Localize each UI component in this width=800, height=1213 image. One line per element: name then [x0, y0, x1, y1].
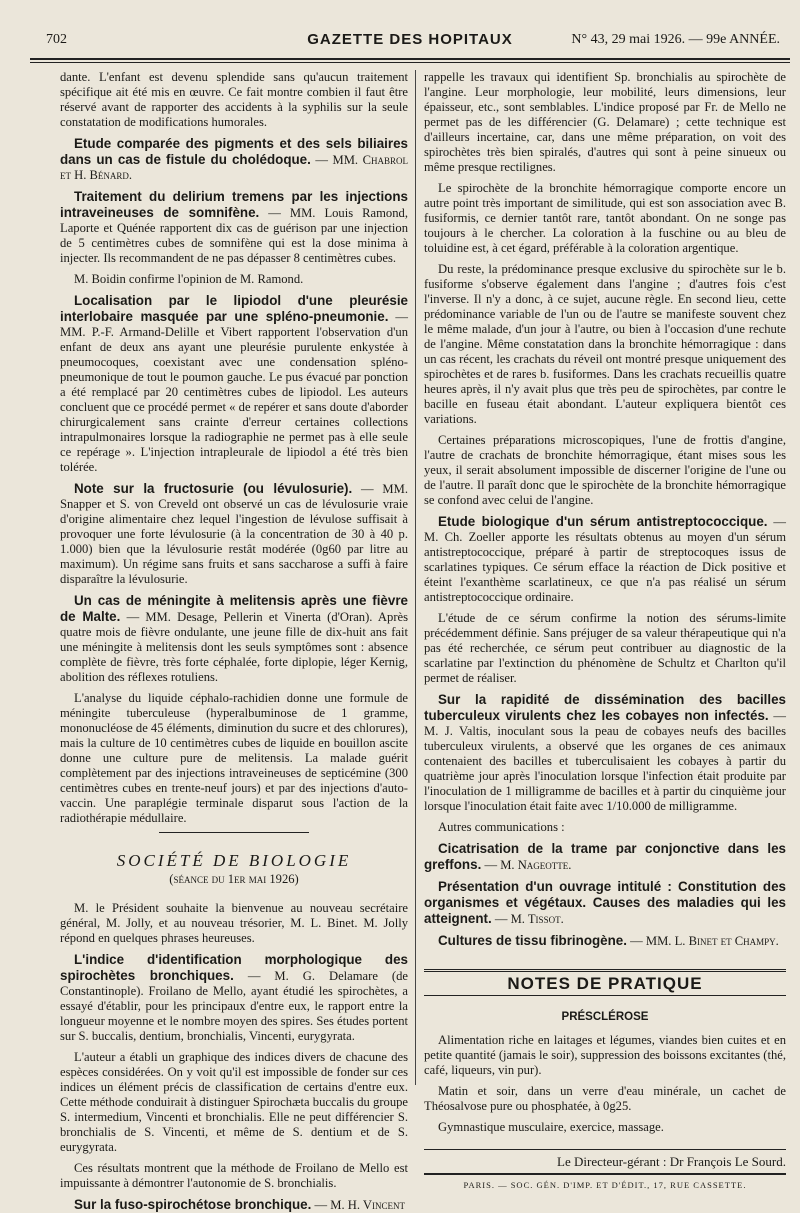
paragraph: L'analyse du liquide céphalo-rachidien donne une formule de méningite tuberculeuse (hyperalbuminose de 1 gramme, mononucléose de 45 éléments, diminution du sucre et des chlorures), mais la culture de 10 centimètres cubes de liquide en bouillon ascite donne une culture pure de melitensis. La malade guérit complètement par des injections intraveineuses de septicémine (300 centimètres cubes en trente-neuf jours) et par des injections d'auto-vaccin. Une paraplégie terminale disparut sous l'action de la radiothérapie médullaire.: [60, 691, 408, 825]
article-authors: — MM. L. Binet et Champy.: [630, 934, 779, 948]
article-text: — MM. Desage, Pellerin et Vinerta (d'Oran). Après quatre mois de fièvre ondulante, une jeune fille de dix-huit ans fait une méningite à melitensis dont les seuls symptômes sont : absence complète de fièvre, très forte céphalée, forte diplopie, léger Kernig, abolition des réflexes rotuliens.: [60, 610, 408, 684]
paragraph: Gymnastique musculaire, exercice, massage.: [438, 1120, 664, 1134]
article-text: — M. Ch. Zoeller apporte les résultats obtenus au moyen d'un sérum antistreptococcique, préparé à partir de streptocoques issus de scarlatines typiques. Ce sérum efface la réaction de Dick positive et éteint l'exanthème scarlatineux, ce que n'a pas réalisé un sérum antistreptococcique ordinaire.: [424, 515, 786, 604]
article-title: Traitement du delirium tremens par les injections intraveineuses de somnifène.: [60, 189, 408, 220]
session-date: (séance du 1er mai 1926): [169, 872, 299, 886]
short-rule: [159, 832, 309, 833]
article-title: Sur la rapidité de dissémination des bacilles tuberculeux virulents chez les cobayes non infectés.: [424, 692, 786, 723]
article-authors: — M. Tissot.: [494, 912, 564, 926]
article: [60, 1197, 408, 1213]
page-header: [30, 30, 790, 54]
article-text: — M. J. Valtis, inoculant sous la peau de cobayes neufs des bacilles tuberculeux virulents, a observé que les organes de ces animaux contenaient des bacilles et tuberculisaient les cobayes à partir du quatrième jour après l'inoculation lorsque l'infection était produite par l'inoculation de 1 milligramme de bacilles et à partir du cinquième jour lorsque l'inoculation était faite avec 1/10.000 de milligramme.: [424, 709, 786, 813]
issue-date: N° 43, 29 mai 1926. — 99e ANNÉE.: [571, 32, 780, 47]
article-title: Cultures de tissu fibrinogène.: [438, 933, 627, 948]
article-title: Localisation par le lipiodol d'une pleurésie interlobaire masquée par une spléno-pneumonie.: [60, 293, 408, 324]
article-authors: — M. H. Vincent: [314, 1198, 406, 1212]
article: [424, 692, 786, 814]
article-authors: — M. Nageotte.: [484, 858, 572, 872]
director-signature: Le Directeur-gérant : Dr François Le Sourd.: [424, 1149, 786, 1169]
article: [60, 293, 408, 475]
article-text: — M. G. Delamare (de Constantinople). Froilano de Mello, ayant étudié les spirochètes, a essayé d'établir, pour les principaux d'entre eux, le rapport entre la longueur moyenne et le nombre moyen des spires. Ses études portent sur S. buccalis, dentium, bronchialis, Vincenti, eurygyrata.: [60, 969, 408, 1043]
journal-title: GAZETTE DES HOPITAUX: [307, 31, 513, 48]
paragraph: L'auteur a établi un graphique des indices divers de chacune des espèces considérées. On y voit qu'il est impossible de fonder sur ces indices un élément précis de classification de certains d'entre eux. Cette méthode conduirait à distinguer Spirochæta buccalis du groupe S. intermedium, Vincenti et bronchialis. Elle ne peut différencier S. bronchialis de S. Vincenti, et même de S. dentium et de S. eurygyrata.: [60, 1050, 408, 1154]
article-title: Etude biologique d'un sérum antistreptococcique.: [438, 514, 768, 529]
article: [60, 136, 408, 183]
paragraph: Ces résultats montrent que la méthode de Froilano de Mello est impuissante à démontrer l'autonomie de S. bronchialis.: [60, 1161, 408, 1190]
paragraph: Du reste, la prédominance presque exclusive du spirochète sur le b. fusiforme s'observe également dans l'angine ; d'autres fois c'est l'inverse. Il n'y a donc, à ce sujet, aucune règle. En second lieu, cette prédominance variable de l'un ou de l'autre se manifeste souvent chez le même malade, d'un jour à l'autre, ou bien à l'occasion d'une rechute de l'angine. Même constatation dans la bronchite hémorragique : dans un cas récent, les crachats du réveil ont montré presque uniquement des spirochètes et de rares b. fusiformes. Dans les crachats recueillis quatre heures après, il n'y avait plus que très peu de spirochètes, par contre le bacille en fuseau était abondant. L'auteur expliquera bientôt ces variations.: [424, 262, 786, 426]
article-text: — MM. Louis Ramond, Laporte et Quénée rapportent dix cas de guérison par une injection de 5 centimètres cubes de somnifène qui est la dose minima à injecter. Ils recommandent de ne pas dépasser 8 centimètres cubes.: [60, 206, 408, 265]
paragraph: Certaines préparations microscopiques, l'une de frottis d'angine, l'autre de crachats de bronchite hémorragique, étant mises sous les yeux, il serait absolument impossible de discerner l'origine de l'une ou de l'autre. Il paraît donc que le spirochète de la bronchite hémorragique se confond avec celui de l'angine.: [424, 433, 786, 507]
article-title: Un cas de méningite à melitensis après une fièvre de Malte.: [60, 593, 408, 624]
notes-subtitle: PRÉSCLÉROSE: [561, 1011, 649, 1023]
article: [60, 189, 408, 266]
article-text: — MM. P.-F. Armand-Delille et Vibert rapportent l'observation d'un enfant de deux ans ayant une pleurésie purulente enkystée à pneumocoques, coexistant avec une condensation spléno-pneumonique de tout le poumon gauche. Le pus évacué par ponction a été remplacé par 20 centimètres cubes de lipiodol. Les auteurs concluent que ce procédé permet « de repérer et sans doute d'aborder chirurgicalement sans crainte d'erreur certaines collections intrapulmonaires lorsque la radiographie ne permet pas à elle seule ce repérage ». L'injection intrapleurale de lipiodol a été très bien tolérée.: [60, 310, 408, 474]
column-divider: [415, 70, 416, 1085]
article-title: Sur la fuso-spirochétose bronchique.: [74, 1197, 312, 1212]
article: [424, 841, 786, 873]
article-title: Note sur la fructosurie (ou lévulosurie).: [74, 481, 353, 496]
paragraph: Alimentation riche en laitages et légumes, viandes bien cuites et en petite quantité (jamais le soir), suppression des boissons excitantes (thé, café, liqueurs, vin pur).: [424, 1033, 786, 1077]
right-column: [424, 70, 786, 1190]
paragraph: rappelle les travaux qui identifient Sp. bronchialis au spirochète de l'angine. Leur morphologie, leur mobilité, leurs dimensions, leur épaisseur, etc., sont semblables. L'indice proposé par Fr. de Mello ne permet pas de les différencier (G. Delamare) ; cette technique est d'ailleurs incertaine, car, dans une même préparation, on voit des spirochètes très bien spiralés, d'autres qui sont à peine sinueux ou même presque rectilignes.: [424, 70, 786, 174]
article-title: L'indice d'identification morphologique des spirochètes bronchiques.: [60, 952, 408, 983]
article-authors: — MM. Chabrol et H. Bénard.: [60, 153, 408, 182]
header-rule: [30, 58, 790, 60]
notes-title: NOTES DE PRATIQUE: [424, 969, 786, 996]
article: [60, 593, 408, 685]
article-title: Cicatrisation de la trame par conjonctive dans les greffons.: [424, 841, 786, 872]
paragraph: dante. L'enfant est devenu splendide sans qu'aucun traitement spécifique ait été mis en œuvre. Ce fait montre combien il faut être réservé avant de rapporter des accidents à la syphilis sur la seule constatation de modifications humorales.: [60, 70, 408, 129]
header-rule-thin: [30, 62, 790, 63]
article: [424, 514, 786, 605]
section-title: SOCIÉTÉ DE BIOLOGIE: [116, 851, 352, 870]
paragraph: Autres communications :: [438, 820, 565, 834]
printer-line: PARIS. — SOC. GÉN. D'IMP. ET D'ÉDIT., 17, RUE CASSETTE.: [424, 1173, 786, 1193]
article: [60, 952, 408, 1044]
paragraph: Le spirochète de la bronchite hémorragique comporte encore un autre point très important de similitude, qui est son association avec B. fusiformis, ce dernier tantôt rare, tantôt abondant. On ne songe pas toujours à le chercher. La coloration à la fuschine ou au bleu de toluidine est, à cet égard, préférable à la coloration argentique.: [424, 181, 786, 255]
paragraph: L'étude de ce sérum confirme la notion des sérums-limite précédemment définie. Sans préjuger de sa valeur thérapeutique qui n'a pas été recherchée, ce sérum peut contribuer au diagnostic de la scarlatine par l'extinction du phénomène de Schultz et Charlton qu'il permet de réaliser.: [424, 611, 786, 685]
article-text: — MM. Snapper et S. von Creveld ont observé un cas de lévulosurie vraie d'origine alimentaire chez lequel l'ingestion de lévulose suffisait à provoquer une forte lévulosurie (à la concentration de 30 à 40 p. 1.000) bien que la lévulosurie restât modérée (0g60 par litre au maximum). Un régime sans fruits et sans saccharose a suffi à faire disparaître la lévulosurie.: [60, 482, 408, 586]
paragraph: Matin et soir, dans un verre d'eau minérale, un cachet de Théosalvose pure ou phosphatée, à 0g25.: [424, 1084, 786, 1113]
page-number: 702: [46, 32, 67, 47]
left-column: [60, 70, 408, 1212]
paragraph: M. Boidin confirme l'opinion de M. Ramond.: [74, 272, 304, 286]
article: [60, 481, 408, 587]
paragraph: M. le Président souhaite la bienvenue au nouveau secrétaire général, M. Jolly, et au nouveau trésorier, M. L. Binet. M. Jolly répond en quelques phrases heureuses.: [60, 901, 408, 945]
article: [424, 933, 786, 949]
article-title: Etude comparée des pigments et des sels biliaires dans un cas de fistule du cholédoque.: [60, 136, 408, 167]
article-title: Présentation d'un ouvrage intitulé : Constitution des organismes et végétaux. Causes des maladies qui les atteignent.: [424, 879, 786, 926]
article: [424, 879, 786, 927]
